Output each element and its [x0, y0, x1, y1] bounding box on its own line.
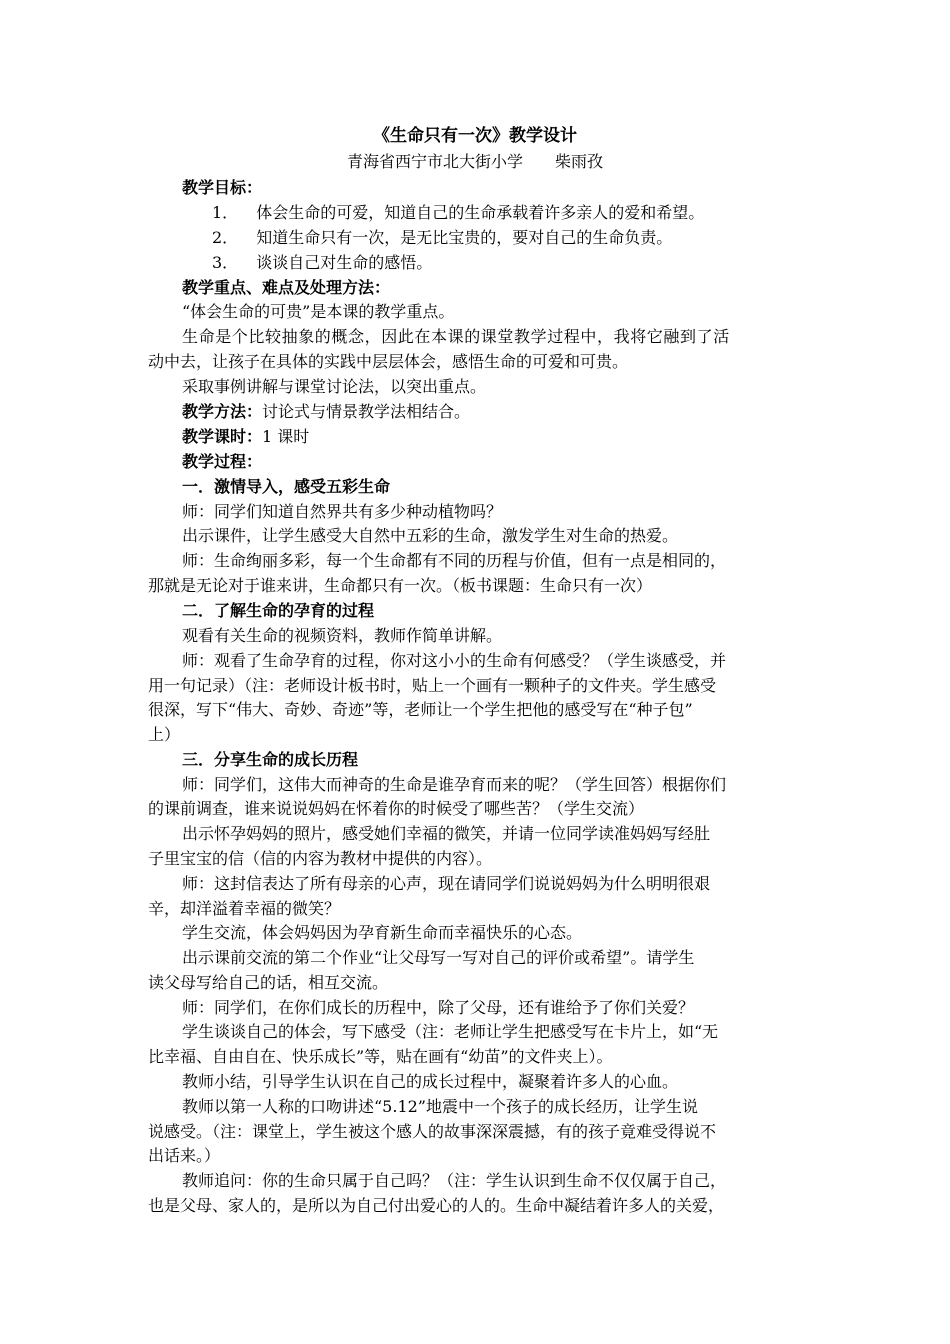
paragraph-line: 教师追问：你的生命只属于自己吗？（注：学生认识到生命不仅仅属于自己， [182, 1171, 727, 1190]
paragraph-line: 师：同学们知道自然界共有多少种动植物吗？ [182, 502, 503, 521]
paragraph-line: 教师以第一人称的口吻讲述“5.12”地震中一个孩子的成长经历，让学生说 [182, 1097, 698, 1116]
paragraph-line: 读父母写给自己的话，相互交流。 [148, 973, 389, 992]
paragraph-line: 的课前调查，谁来说说妈妈在怀着你的时候受了哪些苦？（学生交流） [148, 799, 645, 818]
paragraph: 采取事例讲解与课堂讨论法，以突出重点。 [182, 377, 487, 396]
paragraph-line: 师：这封信表达了所有母亲的心声，现在请同学们说说妈妈为什么明明很艰 [182, 874, 711, 893]
paragraph-line: 出话来。） [148, 1146, 221, 1165]
paragraph-line: 也是父母、家人的，是所以为自己付出爱心的人的。生命中凝结着许多人的关爱， [148, 1196, 725, 1215]
paragraph-line: 子里宝宝的信（信的内容为教材中提供的内容）。 [148, 849, 493, 868]
paragraph-line: 辛，却洋溢着幸福的微笑？ [148, 899, 341, 918]
goal-item-2 [212, 226, 672, 250]
document-title: 《生命只有一次》教学设计 [373, 126, 577, 146]
goal-text: 体会生命的可爱，知道自己的生命承载着许多亲人的爱和希望。 [256, 203, 705, 222]
paragraph-line: 出示课前交流的第二个作业“让父母写一写对自己的评价或希望”。请学生 [182, 948, 695, 967]
paragraph-line: 师：生命绚丽多彩，每一个生命都有不同的历程与价值，但有一点是相同的， [182, 551, 727, 570]
paragraph-line: 那就是无论对于谁来讲，生命都只有一次。（板书课题：生命只有一次） [148, 576, 653, 595]
method-text: 讨论式与情景教学法相结合。 [262, 402, 471, 421]
goal-number: 2． [212, 228, 239, 247]
method-line [182, 400, 470, 424]
paragraph-line: 动中去，让孩子在具体的实践中层层体会，感悟生命的可爱和可贵。 [148, 352, 629, 371]
paragraph-line: 比幸福、自由自在、快乐成长”等，贴在画有“幼苗”的文件夹上）。 [148, 1047, 613, 1066]
goal-item-1 [212, 201, 704, 225]
goal-number: 3． [212, 253, 239, 272]
goal-text: 知道生命只有一次，是无比宝贵的，要对自己的生命负责。 [256, 228, 673, 247]
paragraph-line: 师：同学们，这伟大而神奇的生命是谁孕育而来的呢？（学生回答）根据你们 [182, 775, 727, 794]
hours-text: 1 课时 [262, 427, 310, 446]
paragraph-line: 教师小结，引导学生认识在自己的成长过程中，凝聚着许多人的心血。 [182, 1072, 679, 1091]
paragraph-line: 用一句记录）（注：老师设计板书时，贴上一个画有一颗种子的文件夹。学生感受 [148, 676, 717, 695]
author-line: 青海省西宁市北大街小学 柴雨孜 [346, 152, 603, 171]
method-label: 教学方法： [182, 402, 263, 421]
section-1-heading: 一．激情导入，感受五彩生命 [182, 477, 391, 496]
paragraph-line: 上） [148, 725, 181, 744]
paragraph-line: 师：同学们，在你们成长的历程中，除了父母，还有谁给予了你们关爱？ [182, 998, 695, 1017]
hours-line [182, 425, 309, 449]
paragraph-line: 学生交流，体会妈妈因为孕育新生命而幸福快乐的心态。 [182, 923, 583, 942]
goal-number: 1． [212, 203, 239, 222]
goals-heading: 教学目标： [182, 178, 263, 197]
paragraph-line: 出示课件，让学生感受大自然中五彩的生命，激发学生对生命的热爱。 [182, 526, 679, 545]
section-3-heading: 三．分享生命的成长历程 [182, 750, 359, 769]
hours-label: 教学课时： [182, 427, 263, 446]
paragraph-line: 师：观看了生命孕育的过程，你对这小小的生命有何感受？（学生谈感受，并 [182, 651, 727, 670]
paragraph-line: 生命是个比较抽象的概念，因此在本课的课堂教学过程中，我将它融到了活 [182, 327, 730, 346]
paragraph-line: 很深，写下“伟大、奇妙、奇迹”等，老师让一个学生把他的感受写在“种子包” [148, 700, 693, 719]
paragraph-line: 说感受。（注：课堂上，学生被这个感人的故事深深震撼，有的孩子竟难受得说不 [148, 1122, 717, 1141]
key-points-heading: 教学重点、难点及处理方法： [182, 278, 391, 297]
section-2-heading: 二．了解生命的孕育的过程 [182, 601, 375, 620]
goal-text: 谈谈自己对生命的感悟。 [256, 253, 433, 272]
paragraph-line: 学生谈谈自己的体会，写下感受（注：老师让学生把感受写在卡片上，如“无 [182, 1022, 719, 1041]
paragraph-line: 观看有关生命的视频资料，教师作简单讲解。 [182, 626, 503, 645]
paragraph-line: 出示怀孕妈妈的照片，感受她们幸福的微笑，并请一位同学读准妈妈写经肚 [182, 824, 711, 843]
paragraph: “体会生命的可贵”是本课的教学重点。 [182, 302, 455, 321]
goal-item-3 [212, 251, 432, 275]
process-heading: 教学过程： [182, 452, 263, 471]
